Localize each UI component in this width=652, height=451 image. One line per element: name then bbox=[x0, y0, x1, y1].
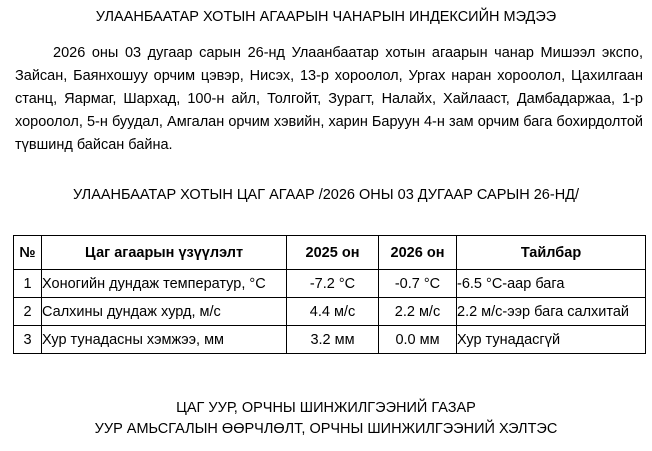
intro-paragraph: 2026 оны 03 дугаар сарын 26-нд Улаанбаатар хотын агаарын чанар Мишээл экспо, Зайсан, Баянхошуу орчим цэвэр, Нисэх, 13-р хороолол, Ургах наран хороолол, Цахилгаан станц, Яармаг, Шархад, 100-н айл, Толгойт, Зурагт, Налайх, Хайлааст, Дамбадаржаа, 1-р хороолол, 5-н буудал, Амгалан орчим хэвийн, харин Баруун 4-н зам орчим бага бохирдолтой түвшинд байсан байна. bbox=[15, 45, 643, 153]
footer-organization-line: ЦАГ УУР, ОРЧНЫ ШИНЖИЛГЭЭНИЙ ГАЗАР bbox=[176, 400, 476, 416]
cell-value-2026: -0.7 °С bbox=[379, 270, 457, 298]
cell-note: 2.2 м/с-ээр бага салхитай bbox=[457, 298, 646, 326]
footer-block bbox=[0, 398, 652, 440]
cell-note: Хур тунадасгүй bbox=[457, 326, 646, 354]
table-row-precipitation bbox=[14, 326, 646, 354]
table-row-temperature bbox=[14, 270, 646, 298]
column-header-number: № bbox=[14, 236, 42, 270]
cell-value-2025: -7.2 °С bbox=[287, 270, 379, 298]
cell-indicator: Хоногийн дундаж температур, °С bbox=[42, 270, 287, 298]
footer-department-line: УУР АМЬСГАЛЫН ӨӨРЧЛӨЛТ, ОРЧНЫ ШИНЖИЛГЭЭНИЙ ХЭЛТЭС bbox=[94, 421, 558, 437]
document-title: УЛААНБААТАР ХОТЫН АГААРЫН ЧАНАРЫН ИНДЕКСИЙН МЭДЭЭ bbox=[95, 9, 557, 25]
table-header-row bbox=[14, 236, 646, 270]
cell-value-2025: 4.4 м/с bbox=[287, 298, 379, 326]
cell-indicator: Салхины дундаж хурд, м/с bbox=[42, 298, 287, 326]
column-header-indicator: Цаг агаарын үзүүлэлт bbox=[42, 236, 287, 270]
cell-indicator: Хур тунадасны хэмжээ, мм bbox=[42, 326, 287, 354]
cell-value-2026: 0.0 мм bbox=[379, 326, 457, 354]
cell-value-2025: 3.2 мм bbox=[287, 326, 379, 354]
cell-value-2026: 2.2 м/с bbox=[379, 298, 457, 326]
cell-row-number: 3 bbox=[14, 326, 42, 354]
column-header-year-2025: 2025 он bbox=[287, 236, 379, 270]
table-row-wind bbox=[14, 298, 646, 326]
column-header-year-2026: 2026 он bbox=[379, 236, 457, 270]
cell-row-number: 2 bbox=[14, 298, 42, 326]
cell-row-number: 1 bbox=[14, 270, 42, 298]
weather-section-title: УЛААНБААТАР ХОТЫН ЦАГ АГААР /2026 ОНЫ 03 ДУГААР САРЫН 26-НД/ bbox=[72, 187, 580, 203]
weather-table bbox=[13, 235, 646, 354]
document-page bbox=[0, 9, 652, 451]
cell-note: -6.5 °С-аар бага bbox=[457, 270, 646, 298]
column-header-note: Тайлбар bbox=[457, 236, 646, 270]
